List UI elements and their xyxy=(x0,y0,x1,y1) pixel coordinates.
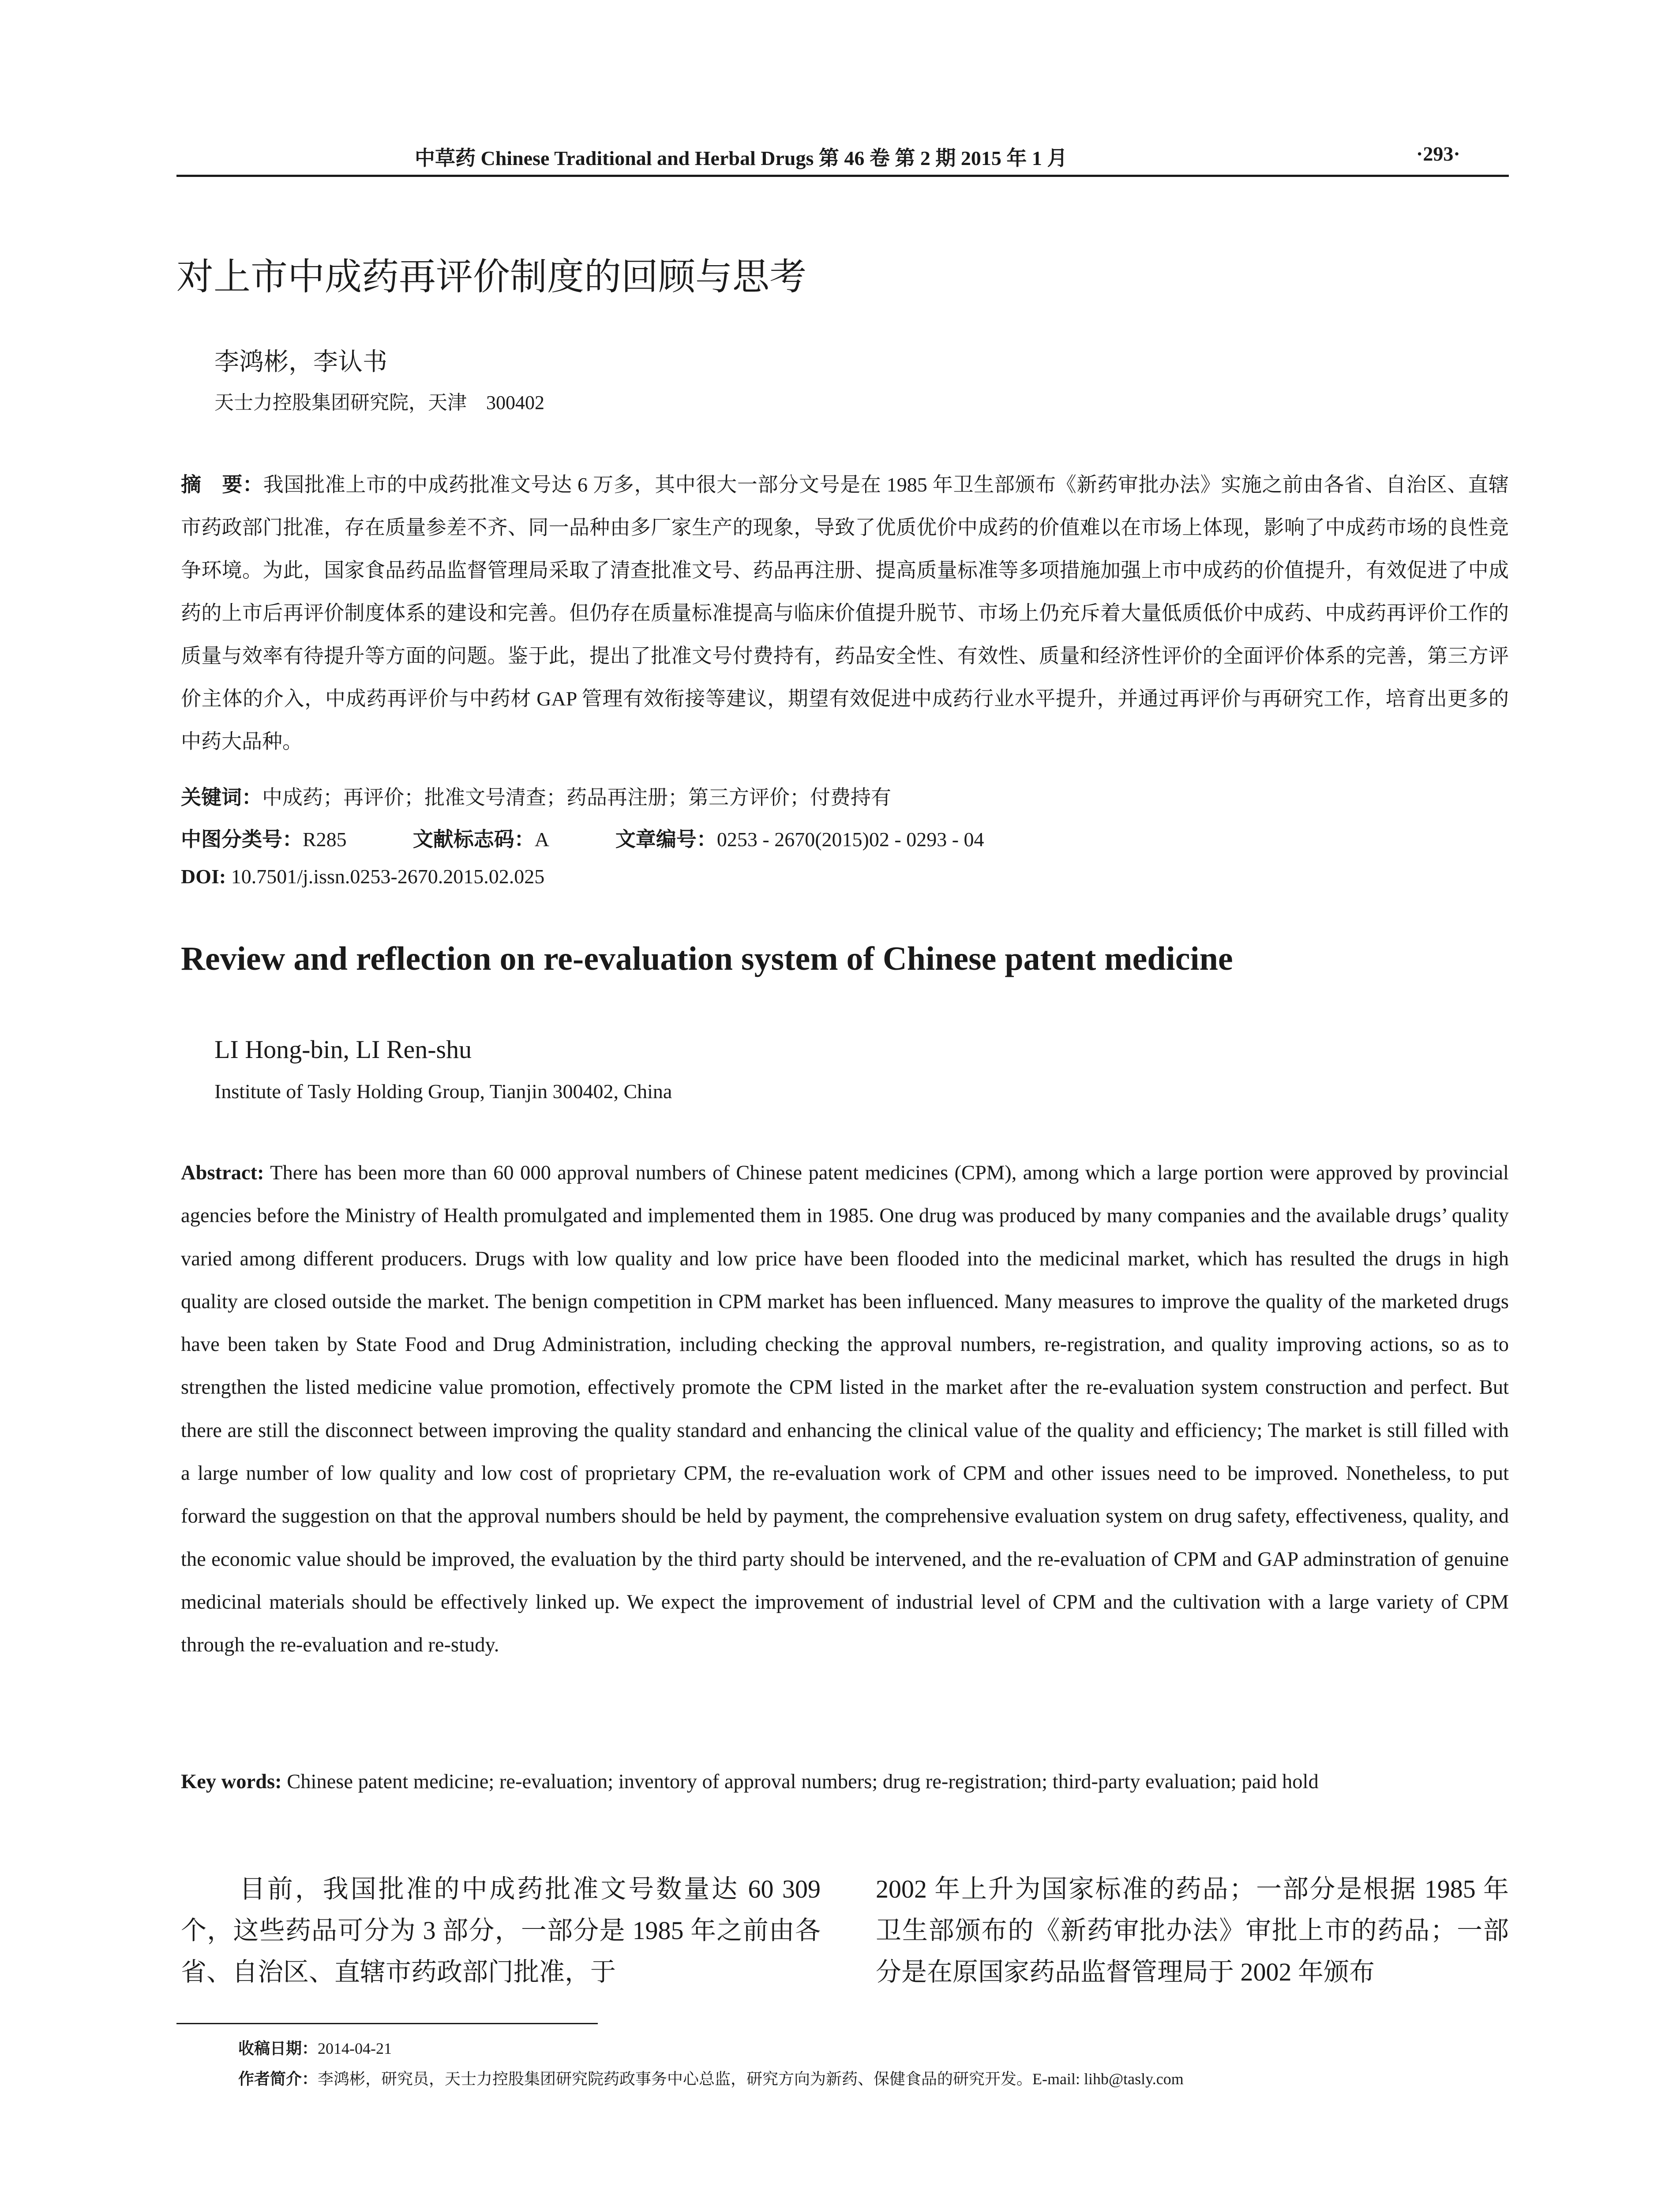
keywords-cn xyxy=(181,781,1509,810)
article-title-cn: 对上市中成药再评价制度的回顾与思考 xyxy=(176,255,807,298)
author-bio-text: 李鸿彬，研究员，天士力控股集团研究院药政事务中心总监，研究方向为新药、保健食品的研究开发。E-mail: lihb@tasly.com xyxy=(318,2070,1184,2088)
abstract-cn-text: 我国批准上市的中成药批准文号达 6 万多，其中很大一部分文号是在 1985 年卫生部颁布《新药审批办法》实施之前由各省、自治区、直辖市药政部门批准，存在质量参差不齐、同一品种由多厂家生产的现象，导致了优质优价中成药的价值难以在市场上体现，影响了中成药市场的良性竞争环境。为此，国家食品药品监督管理局采取了清查批准文号、药品再注册、提高质量标准等多项措施加强上市中成药的价值提升，有效促进了中成药的上市后再评价制度体系的建设和完善。但仍存在质量标准提高与临床价值提升脱节、市场上仍充斥着大量低质低价中成药、中成药再评价工作的质量与效率有待提升等方面的问题。鉴于此，提出了批准文号付费持有，药品安全性、有效性、质量和经济性评价的全面评价体系的完善，第三方评价主体的介入，中成药再评价与中药材 GAP 管理有效衔接等建议，期望有效促进中成药行业水平提升，并通过再评价与再研究工作，培育出更多的中药大品种。 xyxy=(181,473,1509,753)
author-bio xyxy=(238,2067,1184,2089)
author-bio-label: 作者简介： xyxy=(238,2070,318,2088)
received-label: 收稿日期： xyxy=(238,2040,318,2058)
body-right-text: 2002 年上升为国家标准的药品；一部分是根据 1985 年卫生部颁布的《新药审批办法》审批上市的药品；一部分是在原国家药品监督管理局于 2002 年颁布 xyxy=(876,1875,1509,1986)
affiliation-en: Institute of Tasly Holding Group, Tianjin 300402, China xyxy=(214,1080,672,1103)
received-date xyxy=(238,2036,392,2059)
received-value: 2014-04-21 xyxy=(318,2040,392,2057)
keywords-en-label: Key words: xyxy=(181,1771,282,1793)
abstract-cn xyxy=(181,463,1509,763)
article-no-label: 文章编号： xyxy=(615,827,717,851)
doi-line xyxy=(181,865,544,888)
journal-header: 中草药 Chinese Traditional and Herbal Drugs 第 46 卷 第 2 期 2015 年 1 月 xyxy=(415,147,1068,169)
abstract-en-label: Abstract: xyxy=(181,1162,264,1184)
abstract-en xyxy=(181,1152,1509,1667)
body-column-left xyxy=(181,1868,821,1993)
classification-line xyxy=(181,823,1509,852)
doc-code-label: 文献标志码： xyxy=(412,827,535,851)
article-title-en: Review and reflection on re-evaluation system of Chinese patent medicine xyxy=(181,940,1233,977)
doc-code-value: A xyxy=(534,828,549,851)
keywords-en xyxy=(181,1760,1509,1803)
page-number: ·293· xyxy=(1416,143,1460,165)
keywords-cn-label: 关键词： xyxy=(181,785,262,809)
keywords-cn-text: 中成药；再评价；批准文号清查；药品再注册；第三方评价；付费持有 xyxy=(262,786,891,809)
abstract-en-text: There has been more than 60 000 approval numbers of Chinese patent medicines (CPM), among which a large portion were approved by provincial agencies before the Ministry of Health promulgated and implemented them in 1985. One drug was produced by many companies and the available drugs’ quality varied among different producers. Drugs with low quality and low price have been flooded into the medicinal market, which has resulted the drugs in high quality are closed outside the market. The benign competition in CPM market has been influenced. Many measures to improve the quality of the marketed drugs have been taken by State Food and Drug Administration, including checking the approval numbers, re-registration, and quality improving actions, so as to strengthen the listed medicine value promotion, effectively promote the CPM listed in the market after the re-evaluation system construction and perfect. But there are still the disconnect between improving the quality standard and enhancing the clinical value of the quality and efficiency; The market is still filled with a large number of low quality and low cost of proprietary CPM, the re-evaluation work of CPM and other issues need to be improved. Nonetheless, to put forward the suggestion on that the approval numbers should be held by payment, the comprehensive evaluation system on drug safety, effectiveness, quality, and the economic value should be improved, the evaluation by the third party should be intervened, and the re-evaluation of CPM and GAP adminstration of genuine medicinal materials should be effectively linked up. We expect the improvement of industrial level of CPM and the cultivation with a large variety of CPM through the re-evaluation and re-study. xyxy=(181,1162,1509,1657)
abstract-cn-label: 摘 要： xyxy=(181,473,263,496)
body-column-right xyxy=(876,1868,1509,1993)
doi-label: DOI: xyxy=(181,865,226,888)
doi-value[interactable]: 10.7501/j.issn.0253-2670.2015.02.025 xyxy=(231,865,545,888)
clc-label: 中图分类号： xyxy=(181,827,303,851)
keywords-en-text: Chinese patent medicine; re-evaluation; inventory of approval numbers; drug re-registration; third-party evaluation; paid hold xyxy=(287,1771,1319,1793)
header-rule xyxy=(176,175,1509,177)
authors-cn: 李鸿彬，李认书 xyxy=(214,349,387,376)
article-no-value: 0253 - 2670(2015)02 - 0293 - 04 xyxy=(716,828,984,851)
affiliation-cn: 天士力控股集团研究院，天津 300402 xyxy=(214,392,544,413)
clc-value: R285 xyxy=(303,828,347,851)
body-left-text: 目前，我国批准的中成药批准文号数量达 60 309 个，这些药品可分为 3 部分，一部分是 1985 年之前由各省、自治区、直辖市药政部门批准，于 xyxy=(181,1875,821,1986)
authors-en: LI Hong-bin, LI Ren-shu xyxy=(214,1035,472,1064)
footnote-rule xyxy=(176,2023,598,2024)
